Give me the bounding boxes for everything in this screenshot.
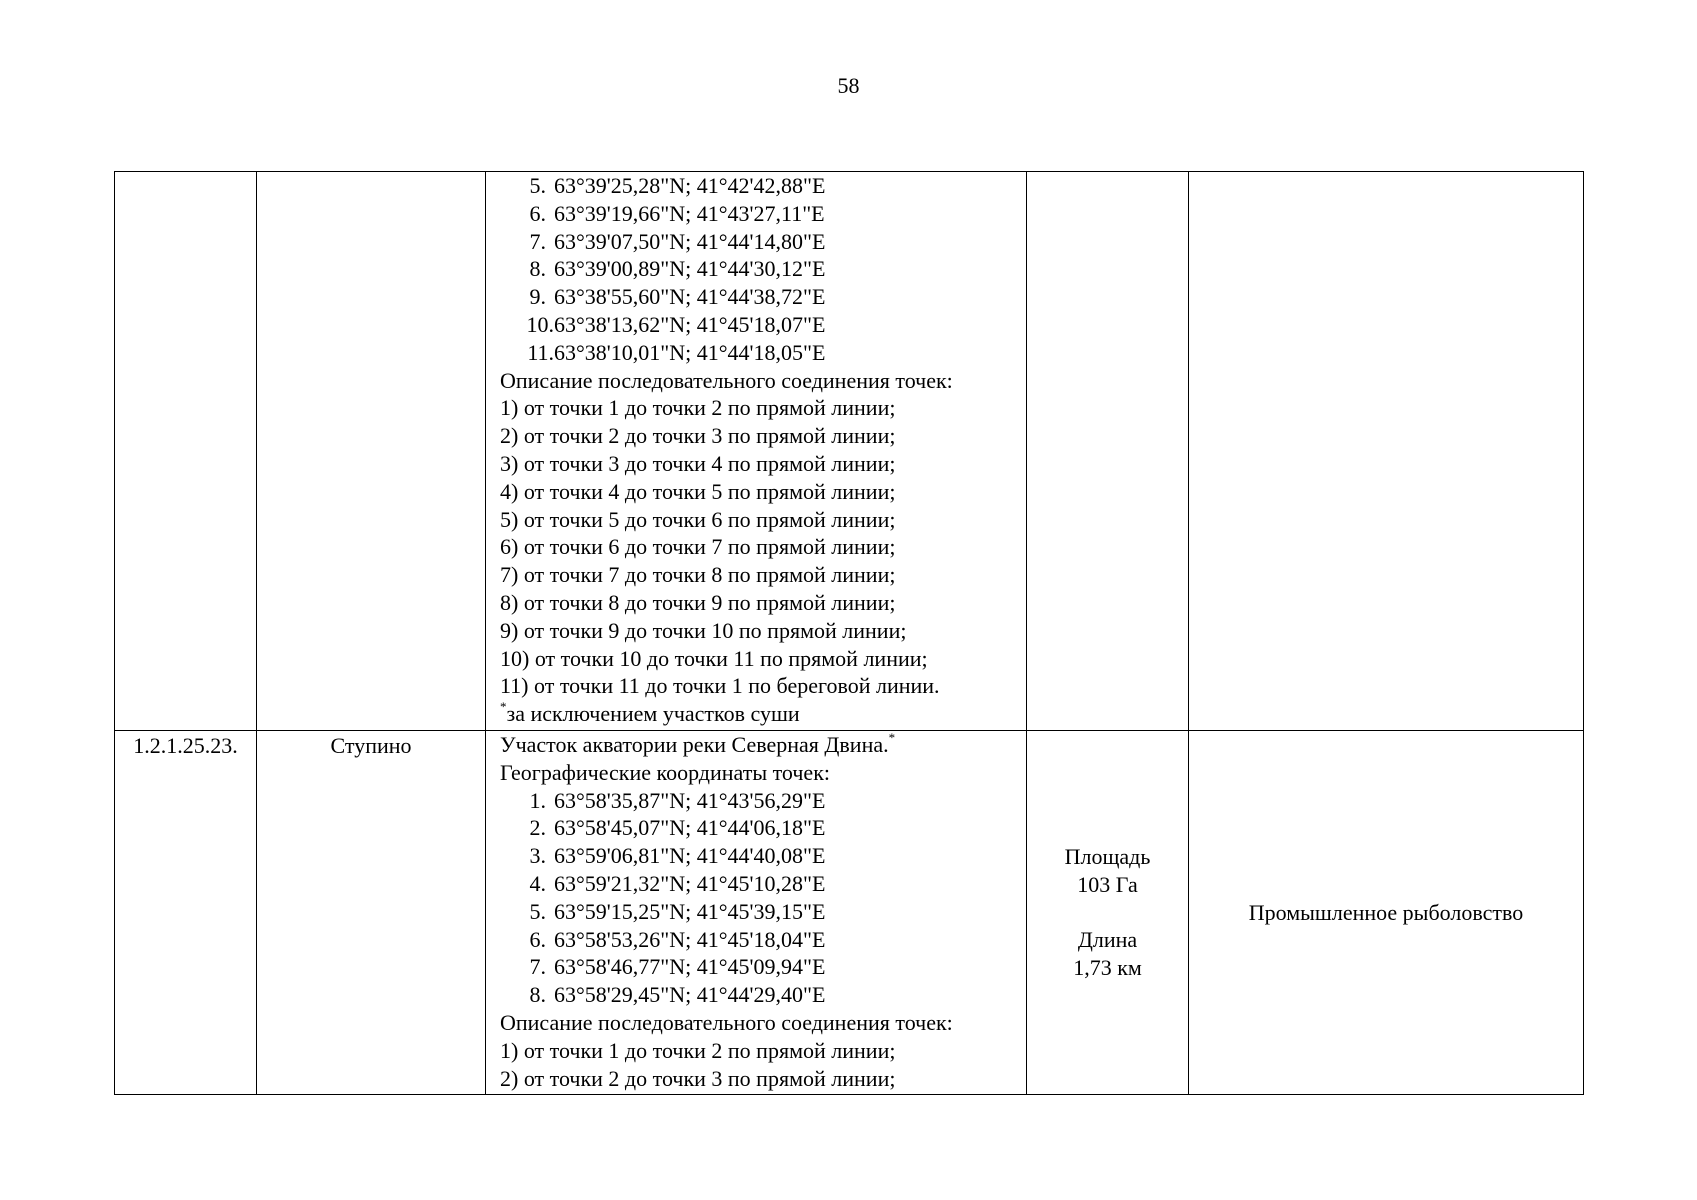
connection-line: 6) от точки 6 до точки 7 по прямой линии; bbox=[500, 534, 896, 560]
area-name-cell bbox=[257, 172, 486, 731]
area-description-cell bbox=[486, 172, 1027, 731]
footnote-mark: * bbox=[500, 699, 507, 715]
connection-title: Описание последовательного соединения точек: bbox=[500, 367, 953, 393]
area-code-cell bbox=[115, 172, 257, 731]
connection-line: 2) от точки 2 до точки 3 по прямой линии; bbox=[500, 423, 896, 449]
coordinate-point: 2. 63°58'45,07"N; 41°44'06,18"E bbox=[529, 815, 826, 841]
fishing-areas-table bbox=[114, 171, 1584, 1095]
area-name-cell bbox=[257, 731, 486, 1095]
length-label: Длина bbox=[1077, 927, 1138, 953]
coordinate-point: 6. 63°39'19,66"N; 41°43'27,11"E bbox=[529, 200, 825, 226]
coordinate-point: 9. 63°38'55,60"N; 41°44'38,72"E bbox=[529, 284, 826, 310]
coordinate-point: 7. 63°39'07,50"N; 41°44'14,80"E bbox=[529, 228, 826, 254]
table-row bbox=[115, 731, 1584, 1095]
coordinate-point: 7. 63°58'46,77"N; 41°45'09,94"E bbox=[529, 954, 826, 980]
area-title: Участок акватории реки Северная Двина.* bbox=[500, 730, 896, 757]
coordinate-point: 3. 63°59'06,81"N; 41°44'40,08"E bbox=[529, 843, 826, 869]
area-size-cell bbox=[1027, 731, 1189, 1095]
footnote-mark: * bbox=[888, 730, 896, 745]
coordinate-point: 8. 63°58'29,45"N; 41°44'29,40"E bbox=[529, 982, 826, 1008]
connection-line: 1) от точки 1 до точки 2 по прямой линии; bbox=[500, 1037, 896, 1063]
coordinate-point: 4. 63°59'21,32"N; 41°45'10,28"E bbox=[529, 870, 826, 896]
connection-line: 7) от точки 7 до точки 8 по прямой линии; bbox=[500, 562, 896, 588]
coordinate-point: 11. 63°38'10,01"N; 41°44'18,05"E bbox=[527, 339, 826, 365]
area-value: 103 Га bbox=[1077, 871, 1138, 897]
area-usage-cell bbox=[1189, 731, 1584, 1095]
connection-title: Описание последовательного соединения точек: bbox=[500, 1009, 953, 1035]
usage-type: Промышленное рыболовство bbox=[1248, 899, 1524, 925]
coordinate-point: 6. 63°58'53,26"N; 41°45'18,04"E bbox=[529, 926, 826, 952]
connection-line: 11) от точки 11 до точки 1 по береговой линии. bbox=[500, 673, 940, 699]
area-size-cell bbox=[1027, 172, 1189, 731]
coordinate-point: 1. 63°58'35,87"N; 41°43'56,29"E bbox=[529, 787, 826, 813]
footnote: *за исключением участков суши bbox=[500, 699, 800, 727]
connection-line: 2) от точки 2 до точки 3 по прямой линии; bbox=[500, 1065, 896, 1091]
area-name: Ступино bbox=[330, 733, 412, 758]
coordinates-title: Географические координаты точек: bbox=[500, 759, 830, 785]
connection-line: 9) от точки 9 до точки 10 по прямой линии; bbox=[500, 617, 907, 643]
area-description-cell bbox=[486, 731, 1027, 1095]
page-number: 58 bbox=[837, 73, 860, 98]
table-row bbox=[115, 172, 1584, 731]
connection-line: 5) от точки 5 до точки 6 по прямой линии; bbox=[500, 506, 896, 532]
area-code-cell bbox=[115, 731, 257, 1095]
coordinate-point: 5. 63°59'15,25"N; 41°45'39,15"E bbox=[529, 898, 826, 924]
length-value: 1,73 км bbox=[1073, 955, 1142, 981]
coordinate-point: 10. 63°38'13,62"N; 41°45'18,07"E bbox=[526, 311, 826, 337]
connection-line: 4) от точки 4 до точки 5 по прямой линии; bbox=[500, 478, 896, 504]
coordinate-point: 5. 63°39'25,28"N; 41°42'42,88"E bbox=[529, 173, 826, 198]
connection-line: 8) от точки 8 до точки 9 по прямой линии; bbox=[500, 589, 896, 615]
coordinate-point: 8. 63°39'00,89"N; 41°44'30,12"E bbox=[529, 256, 826, 282]
connection-line: 3) от точки 3 до точки 4 по прямой линии; bbox=[500, 450, 896, 476]
area-code: 1.2.1.25.23. bbox=[133, 733, 238, 758]
area-label: Площадь bbox=[1064, 844, 1151, 869]
connection-line: 10) от точки 10 до точки 11 по прямой линии; bbox=[500, 645, 928, 671]
area-usage-cell bbox=[1189, 172, 1584, 731]
connection-line: 1) от точки 1 до точки 2 по прямой линии; bbox=[500, 395, 896, 421]
